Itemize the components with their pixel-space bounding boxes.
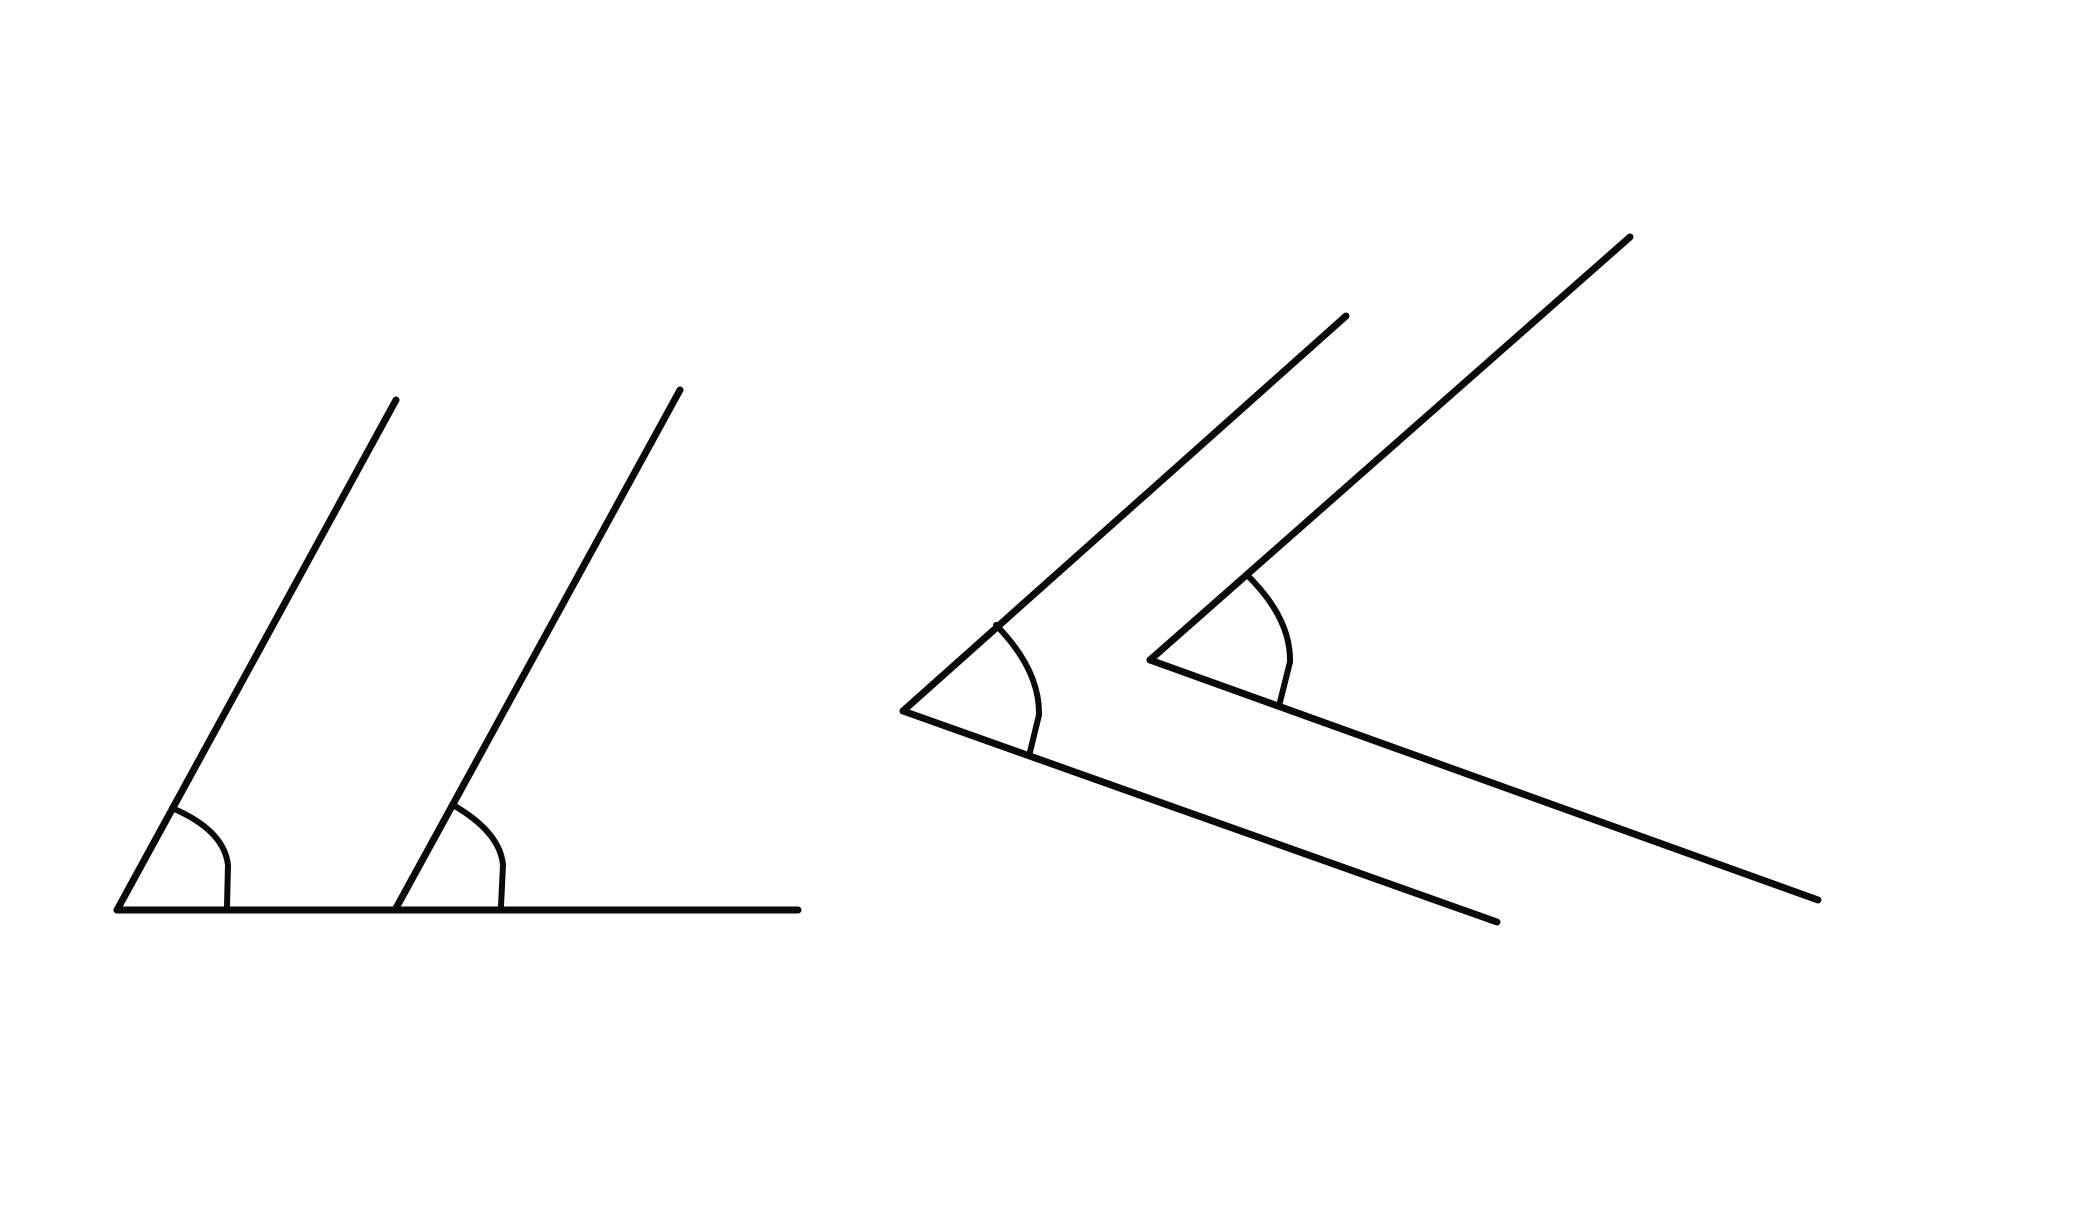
angle-3-upper-side xyxy=(903,316,1346,711)
angle-3-lower-side xyxy=(903,711,1497,922)
angle-1-side xyxy=(117,400,396,910)
angle-1-arc xyxy=(172,808,228,906)
angle-4-lower-side xyxy=(1150,660,1818,900)
angle-3-arc xyxy=(996,625,1039,756)
angle-2-arc xyxy=(453,805,503,906)
angle-4-upper-side xyxy=(1150,237,1630,660)
angle-2-side xyxy=(395,390,680,910)
angle-4-arc xyxy=(1247,575,1290,702)
